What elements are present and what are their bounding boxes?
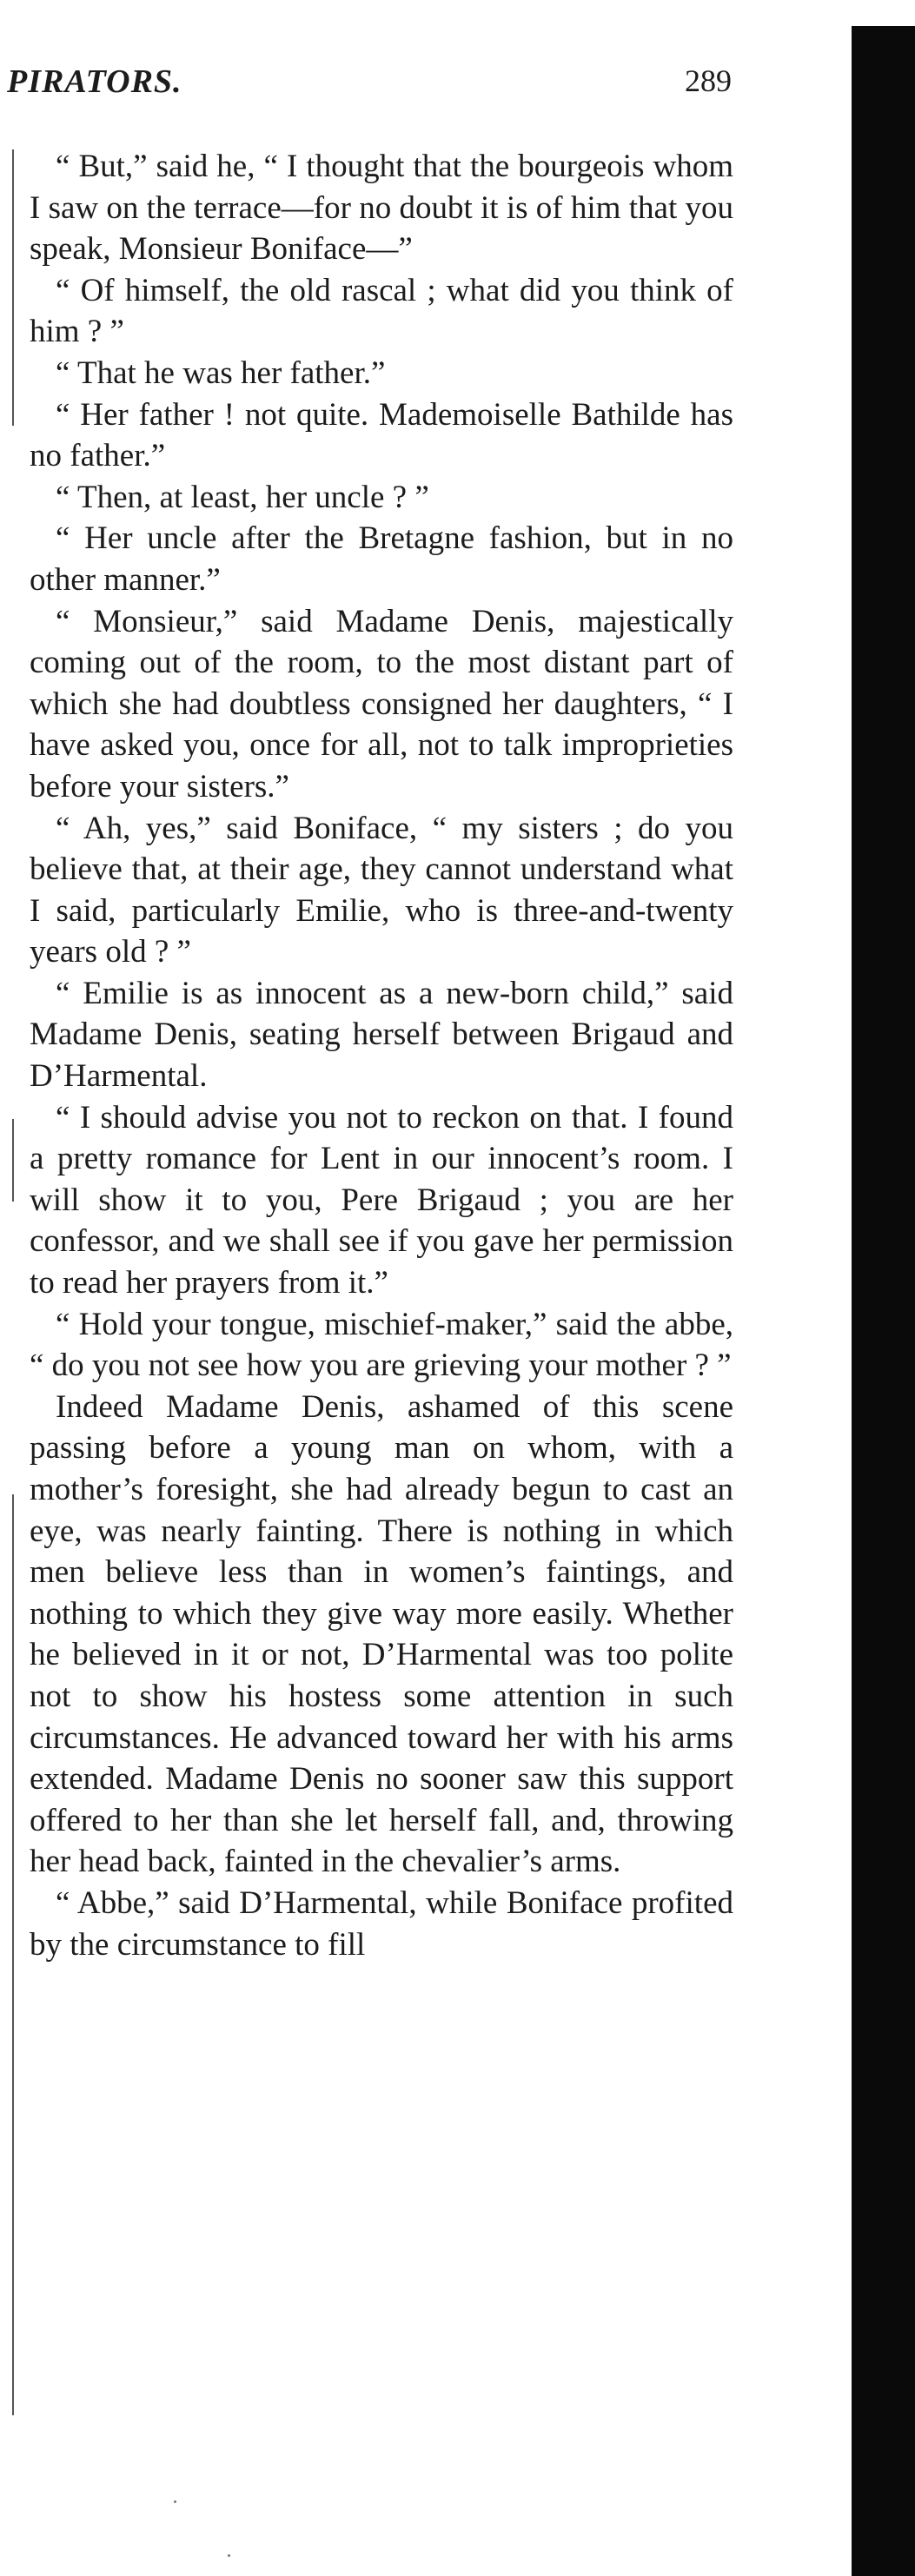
- paragraph: “ Her uncle after the Bretagne fashion, but in no other manner.”: [30, 520, 733, 598]
- paragraph: “ Ah, yes,” said Boniface, “ my sisters ; do you believe that, at their age, they cannot understand what I said, particularly Emilie, who is three-and-twenty years old ? ”: [30, 810, 733, 970]
- margin-rule-mid: [12, 1119, 14, 1202]
- paragraph: “ Of himself, the old rascal ; what did you think of him ? ”: [30, 272, 733, 350]
- paragraph: “ But,” said he, “ I thought that the bourgeois whom I saw on the terrace—for no doubt it is of him that you speak, Monsieur Boniface—”: [30, 149, 733, 268]
- paragraph: “ I should advise you not to reckon on that. I found a pretty romance for Lent in our innocent’s room. I will show it to you, Pere Brigaud ; you are her confessor, and we shall see if you gave her permission to read her prayers from it.”: [30, 1099, 733, 1301]
- paragraph: “ Abbe,” said D’Harmental, while Boniface profited by the circumstance to fill: [30, 1884, 733, 1963]
- paragraph: “ Then, at least, her uncle ? ”: [56, 479, 429, 515]
- binding-edge: [852, 26, 915, 2576]
- margin-rule-top: [12, 149, 14, 426]
- paper-speck: [228, 2554, 230, 2557]
- paragraph: Indeed Madame Denis, ashamed of this scene passing before a young man on whom, with a mother’s foresight, she had already begun to cast an eye, was nearly fainting. There is nothing in which men believe less than in women’s faintings, and nothing to which they give way more easily. Whether he believed in it or not, D’Harmental was too polite not to show his hostess some attention in such circumstances. He advanced toward her with his arms extended. Madame Denis no sooner saw this support offered to her than she let herself fall, and, throwing her head back, fainted in the chevalier’s arms.: [30, 1388, 733, 1880]
- paragraph: “ That he was her father.”: [56, 354, 386, 391]
- margin-rule-low: [12, 1494, 14, 2415]
- running-head: [7, 63, 732, 106]
- paragraph: “ Monsieur,” said Madame Denis, majestically coming out of the room, to the most distant part of which she had doubtless consigned her daughters, “ I have asked you, once for all, not to talk improprieties before your sisters.”: [30, 603, 733, 805]
- paragraph: “ Her father ! not quite. Mademoiselle Bathilde has no father.”: [30, 396, 733, 474]
- body-text: [30, 146, 733, 1965]
- paper-speck: [174, 2500, 176, 2503]
- running-title: PIRATORS.: [7, 63, 182, 100]
- paragraph: “ Hold your tongue, mischief-maker,” said the abbe, “ do you not see how you are grieving your mother ? ”: [30, 1306, 733, 1384]
- paragraph: “ Emilie is as innocent as a new-born child,” said Madame Denis, seating herself between Brigaud and D’Harmental.: [30, 975, 733, 1095]
- page-number: 289: [685, 63, 732, 98]
